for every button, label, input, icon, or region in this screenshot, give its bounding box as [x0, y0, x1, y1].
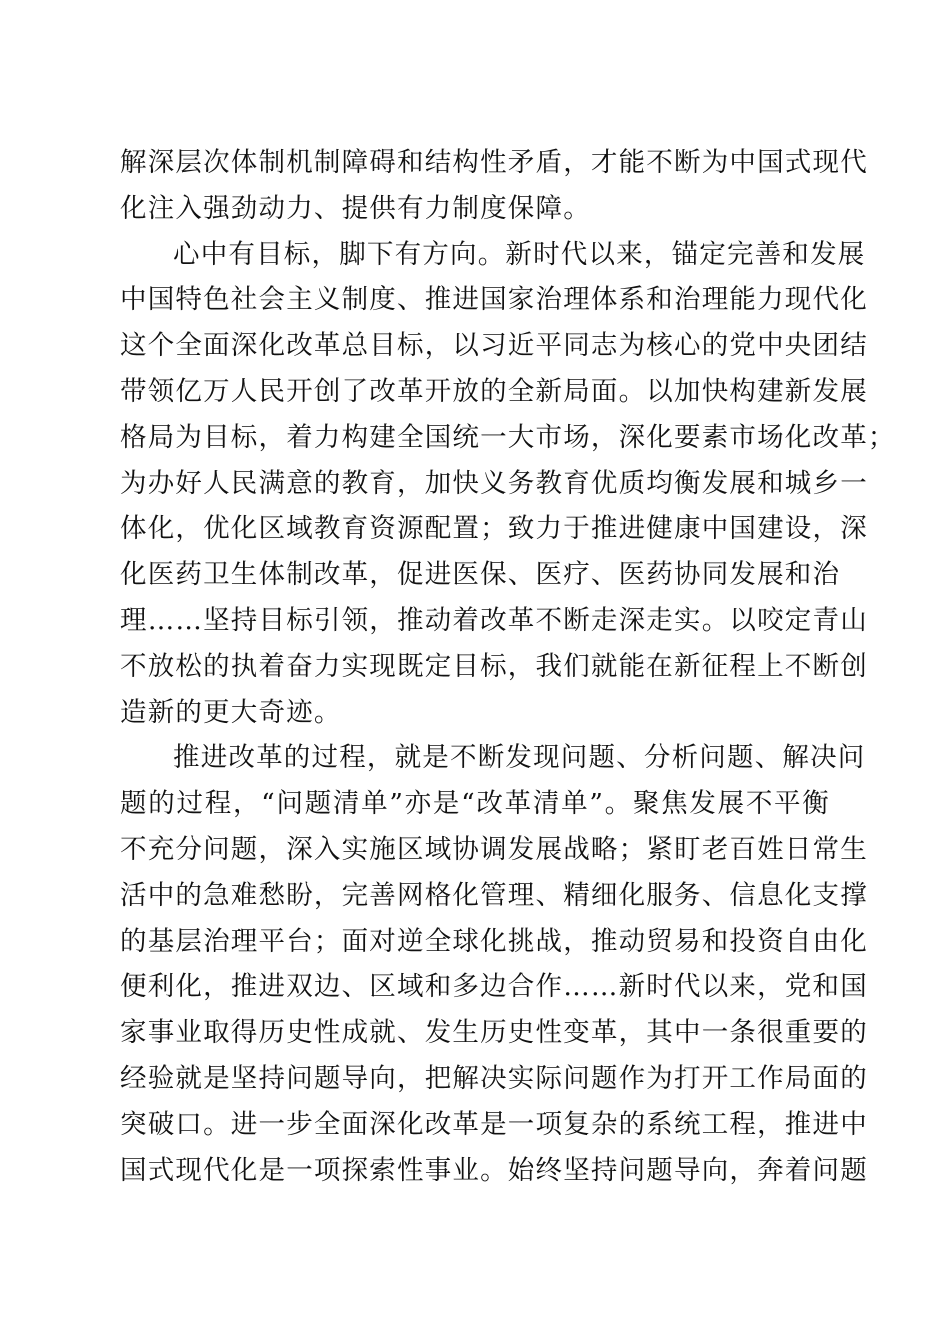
paragraph-3	[120, 735, 868, 1193]
text-line: 这个全面深化改革总目标，以习近平同志为核心的党中央团结	[120, 330, 868, 362]
paragraph-1	[120, 140, 868, 232]
text-line: 格局为目标，着力构建全国统一大市场，深化要素市场化改革；	[120, 421, 896, 453]
text-line: 化医药卫生体制改革，促进医保、医疗、医药协同发展和治	[120, 559, 841, 591]
text-line: 不放松的执着奋力实现既定目标，我们就能在新征程上不断创	[120, 650, 868, 682]
paragraph-2	[120, 232, 896, 736]
text-line: 理……坚持目标引领，推动着改革不断走深走实。以咬定青山	[120, 604, 868, 636]
text-line: 经验就是坚持问题导向，把解决实际问题作为打开工作局面的	[120, 1062, 868, 1094]
text-line: 家事业取得历史性成就、发生历史性变革，其中一条很重要的	[120, 1017, 868, 1049]
text-line: 突破口。进一步全面深化改革是一项复杂的系统工程，推进中	[120, 1108, 868, 1140]
text-line: 的基层治理平台；面对逆全球化挑战，推动贸易和投资自由化	[120, 925, 868, 957]
text-line: 体化，优化区域教育资源配置；致力于推进健康中国建设，深	[120, 513, 868, 545]
text-line: 心中有目标，脚下有方向。新时代以来，锚定完善和发展	[173, 238, 866, 270]
text-line: 便利化，推进双边、区域和多边合作……新时代以来，党和国	[120, 971, 868, 1003]
text-line: 中国特色社会主义制度、推进国家治理体系和治理能力现代化	[120, 284, 868, 316]
text-line: 解深层次体制机制障碍和结构性矛盾，才能不断为中国式现代	[120, 147, 868, 178]
text-line: 国式现代化是一项探索性事业。始终坚持问题导向，奔着问题	[120, 1154, 868, 1186]
text-line: 推进改革的过程，就是不断发现问题、分析问题、解决问	[173, 742, 866, 774]
text-line: 为办好人民满意的教育，加快义务教育优质均衡发展和城乡一	[120, 467, 868, 499]
text-line: 题的过程，“问题清单”亦是“改革清单”。聚焦发展不平衡	[120, 788, 830, 820]
text-line: 造新的更大奇迹。	[120, 696, 342, 728]
text-line: 活中的急难愁盼，完善网格化管理、精细化服务、信息化支撑	[120, 879, 868, 911]
text-line: 不充分问题，深入实施区域协调发展战略；紧盯老百姓日常生	[120, 833, 868, 865]
text-line: 化注入强劲动力、提供有力制度保障。	[120, 192, 591, 224]
text-line: 带领亿万人民开创了改革开放的全新局面。以加快构建新发展	[120, 375, 868, 407]
document-body	[120, 140, 896, 1193]
